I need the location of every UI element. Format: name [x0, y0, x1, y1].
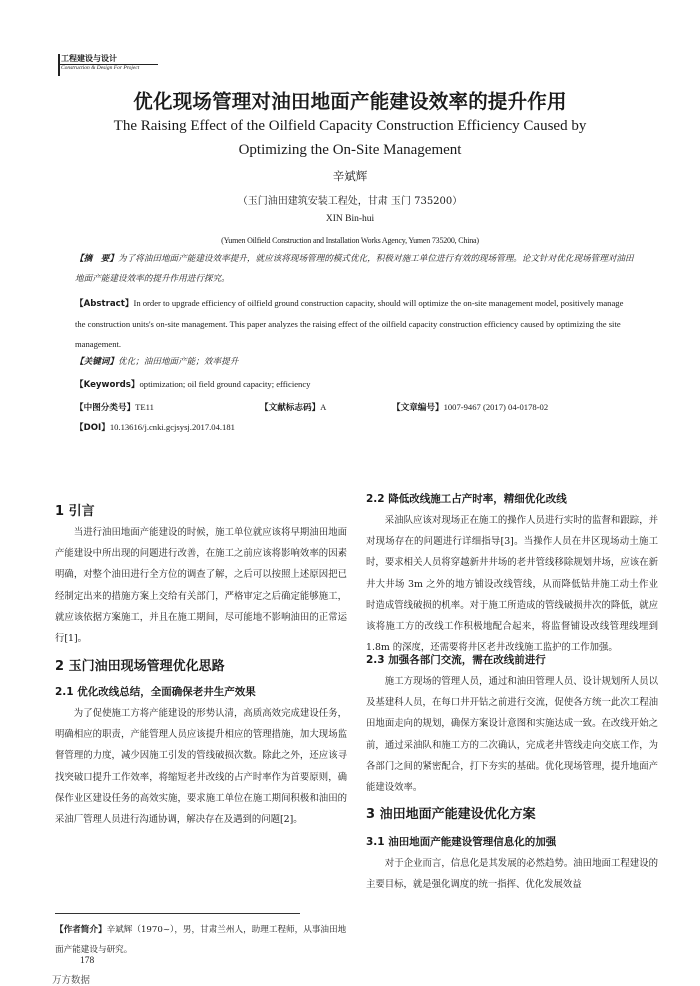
document-code — [260, 400, 326, 415]
paper-title-en-line1: The Raising Effect of the Oilfield Capacity Construction Efficiency Caused by — [113, 118, 587, 134]
clc-number — [75, 400, 154, 415]
keywords-cn-text: 优化；油田地面产能；效率提升 — [117, 357, 239, 367]
section-2-2-body: 采油队应该对现场正在施工的操作人员进行实时的监督和跟踪，并对现场存在的问题进行详细指导[3]。当操作人员在井区现场动土施工时，要求相关人员将穿越新井井场的老井管线移除规划井场，应该在新井大井场 3m 之外的地方铺设改线管线，从而降低钻井施工动土作业时造成管线破损的机率。对于施工所造成的管线破损井次的降低，就应该将施工方的改线工作积极地配合起来，将监督铺设改线管理线埋到 1.8m 的深度，还需要将井区老井改线施工监护的工作加强。 — [366, 515, 658, 654]
section-3-1-heading: 3.1 油田地面产能建设管理信息化的加强 — [366, 836, 557, 848]
abstract-en — [75, 293, 635, 354]
doc-code-value: A — [320, 402, 327, 412]
section-3-heading: 3 油田地面产能建设优化方案 — [366, 807, 536, 822]
keywords-cn — [75, 352, 635, 372]
footnote-label: 【作者简介】 — [55, 925, 107, 935]
author-bio-footnote — [55, 920, 347, 960]
doi — [75, 420, 235, 435]
keywords-en-text: optimization; oil field ground capacity; efficiency — [139, 379, 311, 389]
keywords-cn-label: 【关键词】 — [75, 357, 118, 367]
article-no-label: 【文章编号】 — [392, 403, 444, 413]
section-2-3-heading: 2.3 加强各部门交流，需在改线前进行 — [366, 654, 546, 666]
article-no-value: 1007-9467 (2017) 04-0178-02 — [443, 402, 549, 412]
doi-value: 10.13616/j.cnki.gcjsysj.2017.04.181 — [109, 422, 235, 432]
header-rule — [58, 54, 60, 76]
section-2-3-body: 施工方现场的管理人员，通过和油田管理人员、设计规划所人员以及基建科人员，在每口井开钻之前进行交流，促使各方统一此次工程油田地面走向的规划，确保方案设计意图和实施达成一致。在改线开始之前，通过采油队和施工方的二次确认，完成老井管线走向交底工作，为各部门之间的紧密配合，打下夯实的基础。优化现场管理，提升地面产能建设效率。 — [366, 676, 658, 794]
clc-value: TE11 — [135, 402, 154, 412]
journal-name-en: Construction & Design For Project — [58, 64, 158, 72]
section-2-2-heading: 2.2 降低改线施工占产时率，精细优化改线 — [366, 493, 567, 505]
section-1-heading: 1 引言 — [55, 504, 95, 519]
clc-label: 【中图分类号】 — [75, 403, 136, 413]
author-name-en: XIN Bin-hui — [325, 214, 375, 224]
journal-name-cn: 工程建设与设计 — [61, 54, 117, 63]
doi-label: 【DOI】 — [75, 423, 110, 433]
section-1-body: 当进行油田地面产能建设的时候，施工单位就应该将早期油田地面产能建设中所出现的问题进行改善，在施工之前应该将影响效率的因素明确，对整个油田进行全方位的调查了解，之后可以按照上述原因把已经制定出来的措施方案上交给有关部门，严格审定之后确定能够施工，就应该依据方案施工，并且在施工期间，尽可能地不影响油田的正常运行[1]。 — [55, 527, 347, 645]
author-name-cn: 辛斌辉 — [332, 169, 368, 183]
abstract-cn-label: 【摘 要】 — [75, 254, 118, 264]
footnote-divider — [55, 913, 300, 914]
section-2-heading: 2 玉门油田现场管理优化思路 — [55, 659, 225, 674]
section-3-1-body: 对于企业而言，信息化是其发展的必然趋势。油田地面工程建设的主要目标，就是强化调度的统一指挥、优化发展效益 — [366, 858, 658, 891]
footnote-text: 辛斌辉（1970~），男，甘肃兰州人，助理工程师，从事油田地面产能建设与研究。 — [55, 925, 347, 955]
abstract-en-label: 【Abstract】 — [75, 299, 134, 309]
doc-code-label: 【文献标志码】 — [260, 403, 321, 413]
paper-title-en-line2: Optimizing the On-Site Management — [238, 142, 462, 158]
author-affiliation-cn: （玉门油田建筑安装工程处，甘肃 玉门 735200） — [237, 196, 463, 207]
article-number — [392, 400, 548, 415]
page-number: 178 — [80, 956, 95, 966]
paper-title-cn: 优化现场管理对油田地面产能建设效率的提升作用 — [133, 90, 567, 113]
abstract-cn — [75, 249, 635, 289]
keywords-en — [75, 374, 635, 395]
section-2-1-body: 为了促使施工方将产能建设的形势认清，高质高效完成建设任务，明确相应的职责，产能管理人员应该提升相应的管理措施，加大现场监督管理的力度，减少因施工引发的管线破损次数。除此之外，还应该寻找突破口提升工作效率，将缩短老井改线的占产时率作为首要原则，确保作业区建设任务的高效实施，要求施工单位在施工期间积极和油田的采油厂管理人员进行沟通协调，解决存在及遇到的问题[2]。 — [55, 708, 347, 826]
watermark: 万方数据 — [52, 975, 91, 986]
author-affiliation-en: (Yumen Oilfield Construction and Installation Works Agency, Yumen 735200, China) — [221, 236, 479, 245]
journal-header — [58, 54, 158, 72]
section-2-1-heading: 2.1 优化改线总结，全面确保老井生产效果 — [55, 686, 256, 698]
abstract-en-text: In order to upgrade efficiency of oilfield ground construction capacity, should will optimize the on-site management model, positively manage the construction units's on-site management. This paper analyzes the raising effect of the oilfield capacity construction efficiency caused by optimizing the site management. — [75, 298, 624, 349]
abstract-cn-text: 为了将油田地面产能建设效率提升，就应该将现场管理的模式优化，积极对施工单位进行有效的现场管理。论文针对优化现场管理对油田地面产能建设效率的提升作用进行探究。 — [75, 254, 634, 284]
keywords-en-label: 【Keywords】 — [75, 380, 140, 390]
